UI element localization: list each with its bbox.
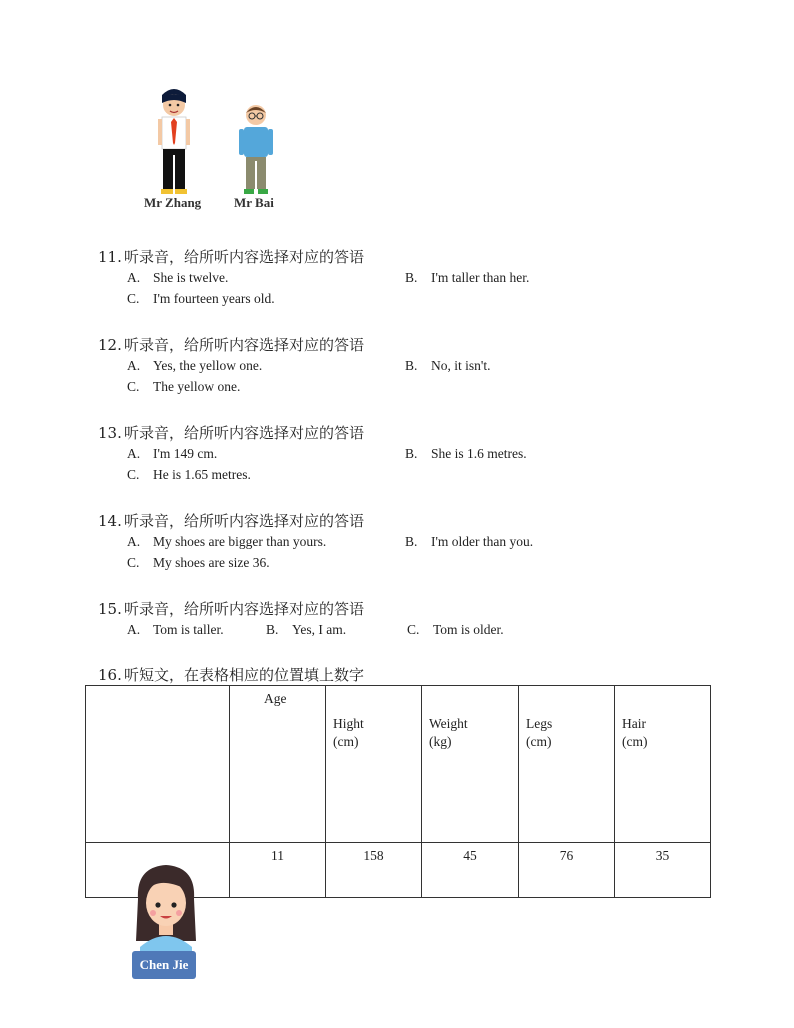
legs-value-cell[interactable]: 76 xyxy=(519,843,615,898)
mr-bai-label: Mr Bai xyxy=(234,195,274,210)
header-legs-cell: Legs (cm) xyxy=(519,686,615,843)
question-15-option-b[interactable]: B. Yes, I am. xyxy=(266,622,347,637)
person-cell xyxy=(86,843,230,973)
question-12-option-b[interactable]: B. No, it isn't. xyxy=(405,358,491,373)
question-12-option-c[interactable]: C. The yellow one. xyxy=(127,379,241,394)
question-14-title: 14. 听录音，给所听内容选择对应的答语 xyxy=(98,512,365,530)
question-12-option-a[interactable]: A. Yes, the yellow one. xyxy=(127,358,263,373)
age-value-cell[interactable]: 11 xyxy=(230,843,326,898)
hight-value-cell[interactable]: 158 xyxy=(326,843,422,898)
teachers-illustration xyxy=(140,85,300,215)
question-11-option-b[interactable]: B. I'm taller than her. xyxy=(405,270,530,285)
header-empty-cell xyxy=(86,686,230,843)
question-11-title: 11. 听录音，给所听内容选择对应的答语 xyxy=(98,248,365,266)
question-13-option-c[interactable]: C. He is 1.65 metres. xyxy=(127,467,251,482)
question-11-option-a[interactable]: A. She is twelve. xyxy=(127,270,229,285)
chen-jie-name-tag: Chen Jie xyxy=(132,951,196,979)
mr-zhang-figure xyxy=(158,89,190,194)
question-12-title: 12. 听录音，给所听内容选择对应的答语 xyxy=(98,336,365,354)
mr-zhang-label: Mr Zhang xyxy=(144,195,202,210)
weight-value-cell[interactable]: 45 xyxy=(422,843,519,898)
question-11-option-c[interactable]: C. I'm fourteen years old. xyxy=(127,291,275,306)
question-14-option-b[interactable]: B. I'm older than you. xyxy=(405,534,534,549)
question-14-option-a[interactable]: A. My shoes are bigger than yours. xyxy=(127,534,327,549)
question-14-option-c[interactable]: C. My shoes are size 36. xyxy=(127,555,270,570)
data-table xyxy=(85,685,711,973)
question-15-option-a[interactable]: A. Tom is taller. xyxy=(127,622,224,637)
question-13-option-b[interactable]: B. She is 1.6 metres. xyxy=(405,446,527,461)
header-hight-cell: Hight (cm) xyxy=(326,686,422,843)
mr-bai-figure xyxy=(239,105,273,194)
question-15-title: 15. 听录音，给所听内容选择对应的答语 xyxy=(98,600,365,618)
question-13-title: 13. 听录音，给所听内容选择对应的答语 xyxy=(98,424,365,442)
table-header-row xyxy=(86,686,711,843)
header-hair-cell: Hair (cm) xyxy=(615,686,711,843)
header-age-cell: Age xyxy=(230,686,326,843)
teachers-image xyxy=(140,85,300,195)
header-weight-cell: Weight (kg) xyxy=(422,686,519,843)
question-16-title: 16. 听短文，在表格相应的位置填上数字 xyxy=(98,666,365,684)
table-row xyxy=(86,843,711,898)
question-13-option-a[interactable]: A. I'm 149 cm. xyxy=(127,446,218,461)
hair-value-cell[interactable]: 35 xyxy=(615,843,711,898)
question-15-option-c[interactable]: C. Tom is older. xyxy=(407,622,504,637)
